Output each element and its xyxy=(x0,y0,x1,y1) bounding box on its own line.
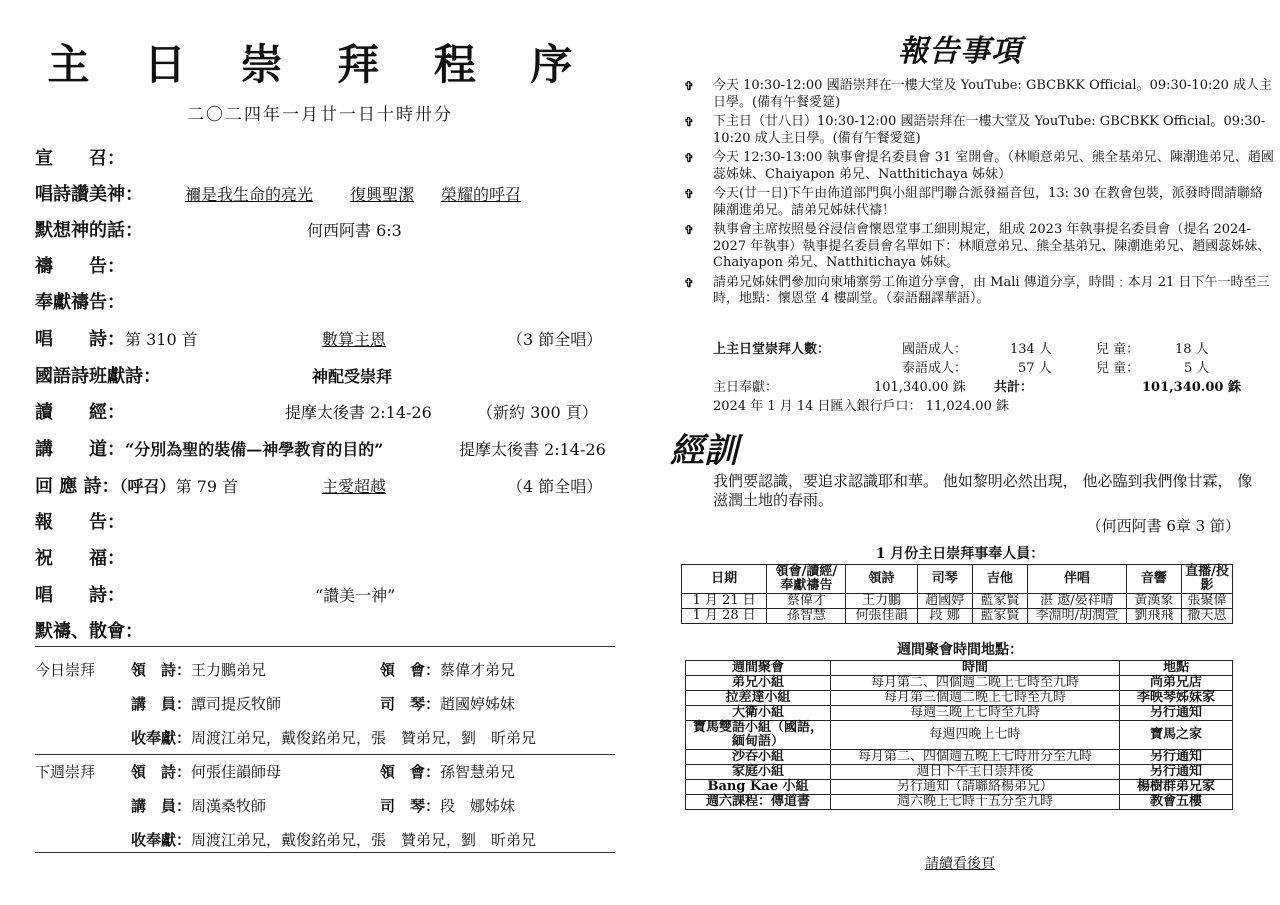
verse-title: 經訓 xyxy=(670,431,738,471)
today-host: 領 會：蔡偉才弟兄 xyxy=(380,661,516,679)
item-response xyxy=(35,473,615,501)
table-cell: 家庭小組 xyxy=(686,765,831,780)
thai-child-label: 兒 童： xyxy=(1096,361,1140,376)
item-label: 唱 詩： xyxy=(35,329,125,350)
column-header: 週間聚會 xyxy=(686,661,831,676)
item-sermon xyxy=(35,436,615,464)
item-call xyxy=(35,145,615,173)
table-cell: Bang Kae 小組 xyxy=(686,780,831,795)
reading-ref: 提摩太後書 2:14-26 xyxy=(285,403,432,422)
offering-label: 主日奉獻： xyxy=(713,380,779,395)
thai-adult-label: 泰語成人： xyxy=(902,361,968,376)
item-label: 禱 告： xyxy=(35,256,125,277)
cross-icon: ✞ xyxy=(684,187,695,201)
hymn-note: （3 節全唱） xyxy=(507,330,603,349)
item-label: 回 應 詩： xyxy=(35,476,120,497)
item-label: 祝 福： xyxy=(35,548,125,569)
service-title: 主 日 崇 拜 程 序 xyxy=(47,40,593,89)
service-date: 二〇二四年一月廿一日十時卅分 xyxy=(187,105,453,125)
table-cell: 拉差達小組 xyxy=(686,691,831,706)
announcement-item: ✞ 執事會主席按照曼谷浸信會懷恩堂事工細則規定，組成 2023 年執事提名委員會（提名 2024-2027 年執事）執事提名委員會名單如下：林順意弟兄、熊全基弟兄、陳潮進弟兄、趙國蕊姊妹、Chaiyapon 弟兄、Natthitichaya 姊妹。 xyxy=(684,222,1271,270)
roster-title: 1 月份主日崇拜事奉人員： xyxy=(875,546,1045,562)
table-cell: 另行通知（請聯絡楊弟兄） xyxy=(831,780,1120,795)
table-cell: 藍家賢 xyxy=(972,609,1027,624)
mandarin-adult-count: 134 人 xyxy=(1010,342,1052,357)
divider xyxy=(35,646,615,647)
cross-icon: ✞ xyxy=(684,223,695,237)
item-label: 默想神的話： xyxy=(35,220,143,241)
column-header: 伴唱 xyxy=(1027,565,1126,594)
table-cell: 每週三晚上七時至九時 xyxy=(831,706,1120,721)
announcement-item: ✞ 下主日（廿八日）10:30-12:00 國語崇拜在一樓大堂及 YouTube: GBCBKK Official。09:30-10:20 成人主日學。(備有午餐愛筵) xyxy=(684,114,1266,146)
table-row xyxy=(682,609,1233,624)
item-label: 國語詩班獻詩： xyxy=(35,366,161,387)
table-cell: 教會五樓 xyxy=(1120,795,1233,810)
hymn-title: 數算主恩 xyxy=(322,330,387,349)
column-header: 吉他 xyxy=(972,565,1027,594)
praise-song: 復興聖潔 xyxy=(350,185,415,204)
item-reading xyxy=(35,399,615,427)
item-hymn1 xyxy=(35,326,615,354)
item-meditate xyxy=(35,217,615,245)
sermon-ref: 提摩太後書 2:14-26 xyxy=(459,440,606,459)
table-cell: 週六課程：傳道書 xyxy=(686,795,831,810)
table-cell: 蔡偉才 xyxy=(767,594,846,609)
table-cell: 每月第三個週二晚上七時至九時 xyxy=(831,691,1120,706)
table-cell: 尚弟兄店 xyxy=(1120,676,1233,691)
table-cell: 每月第二、四個週二晚上七時至九時 xyxy=(831,676,1120,691)
today-speaker: 講 員：譚司提反牧師 xyxy=(131,695,282,713)
table-cell: 週六晚上七時十五分至九時 xyxy=(831,795,1120,810)
cross-icon: ✞ xyxy=(684,275,695,290)
item-label: 唱 詩： xyxy=(35,585,125,606)
item-prayer xyxy=(35,253,615,281)
table-row xyxy=(686,780,1233,795)
table-cell: 劉飛飛 xyxy=(1126,609,1181,624)
next-speaker: 講 員：周漢桑牧師 xyxy=(131,797,267,815)
column-header: 音響 xyxy=(1126,565,1181,594)
table-cell: 李映琴姊妹家 xyxy=(1120,691,1233,706)
table-row xyxy=(686,765,1233,780)
table-cell: 寶馬之家 xyxy=(1120,721,1233,750)
thai-adult-count: 57 人 xyxy=(1018,361,1052,376)
next-offering: 收奉獻：周渡江弟兄，戴俊銘弟兄，張 贊弟兄，劉 昕弟兄 xyxy=(131,831,537,849)
item-report xyxy=(35,509,615,537)
item-blessing xyxy=(35,545,615,573)
today-heading: 今日崇拜 xyxy=(35,661,96,679)
table-header-row xyxy=(682,565,1233,594)
table-cell: 沙吞小組 xyxy=(686,750,831,765)
divider xyxy=(35,852,615,853)
table-cell: 藍家賢 xyxy=(972,594,1027,609)
next-lead: 領 詩：何張佳韻師母 xyxy=(131,763,282,781)
announcement-item: ✞ 今天(廿一日)下午由佈道部門與小組部門聯合派發福音包，13: 30 在教會包裝，派發時間請聯絡陳潮進弟兄。請弟兄姊妹代禱！ xyxy=(684,186,1263,218)
meetings-title: 週間聚會時間地點： xyxy=(897,642,1023,658)
announcement-item: ✞ 今天 12:30-13:00 執事會提名委員會 31 室開會。（林順意弟兄、熊全基弟兄、陳潮進弟兄、趙國蕊姊妹、Chaiyapon 弟兄、Natthitichaya 姊妹） xyxy=(684,150,1274,182)
column-header: 直播/投影 xyxy=(1182,565,1233,594)
item-label: 奉獻禱告： xyxy=(35,292,125,313)
total-amount: 101,340.00 銖 xyxy=(1142,380,1241,395)
column-header: 時間 xyxy=(831,661,1120,676)
hymn2-title: “讚美一神” xyxy=(315,586,396,605)
cross-icon: ✞ xyxy=(684,115,695,129)
column-header: 領詩 xyxy=(846,565,917,594)
announcements-page xyxy=(640,0,1280,905)
item-label: 唱詩讚美神： xyxy=(35,184,143,205)
choir-title: 神配受崇拜 xyxy=(312,367,393,386)
table-cell: 每月第二、四個週五晚上七時卅分至九時 xyxy=(831,750,1120,765)
table-cell: 週日下午主日崇拜後 xyxy=(831,765,1120,780)
response-number: 第 79 首 xyxy=(175,477,239,496)
next-heading: 下週崇拜 xyxy=(35,763,96,781)
column-header: 領會/讀經/奉獻禱告 xyxy=(767,565,846,594)
meditate-ref: 何西阿書 6:3 xyxy=(307,221,402,240)
hymn-number: 第 310 首 xyxy=(125,330,198,349)
verse-text: 我們要認識，要追求認識耶和華。 他如黎明必然出現， 他必臨到我們像甘霖， 像滋潤土地的春雨。 xyxy=(713,472,1253,509)
item-hymn2 xyxy=(35,582,615,610)
offering-amount: 101,340.00 銖 xyxy=(874,380,966,395)
today-offering: 收奉獻：周渡江弟兄，戴俊銘弟兄，張 贊弟兄，劉 昕弟兄 xyxy=(131,729,537,747)
response-note: （4 節全唱） xyxy=(507,477,603,496)
item-choir xyxy=(35,363,615,391)
item-offering-prayer xyxy=(35,289,615,317)
meetings-table xyxy=(685,660,1233,810)
mandarin-child-label: 兒 童： xyxy=(1096,342,1140,357)
column-header: 司琴 xyxy=(917,565,972,594)
table-cell: 孫智慧 xyxy=(767,609,846,624)
next-piano: 司 琴：段 娜姊妹 xyxy=(380,797,516,815)
verse-reference: （何西阿書 6章 3 節） xyxy=(1086,517,1240,535)
sermon-title: “分別為聖的裝備—神學教育的目的” xyxy=(125,440,384,459)
table-cell: 另行通知 xyxy=(1120,706,1233,721)
table-cell: 段 娜 xyxy=(917,609,972,624)
announcements-title: 報告事項 xyxy=(898,34,1022,69)
table-row xyxy=(682,594,1233,609)
table-cell: 撒天恩 xyxy=(1182,609,1233,624)
table-cell: 趙國婷 xyxy=(917,594,972,609)
table-cell: 每週四晚上七時 xyxy=(831,721,1120,750)
item-label: 默禱、散會： xyxy=(35,621,143,642)
today-piano: 司 琴：趙國婷姊妹 xyxy=(380,695,516,713)
bank-deposit: 2024 年 1 月 14 日匯入銀行戶口： 11,024.00 銖 xyxy=(713,399,1009,414)
mandarin-child-count: 18 人 xyxy=(1175,342,1209,357)
table-cell: 黃漢象 xyxy=(1126,594,1181,609)
cross-icon: ✞ xyxy=(684,151,695,165)
table-cell: 1 月 21 日 xyxy=(682,594,767,609)
column-header: 日期 xyxy=(682,565,767,594)
praise-song: 榮耀的呼召 xyxy=(441,185,522,204)
divider xyxy=(35,754,615,755)
table-row xyxy=(686,676,1233,691)
table-row xyxy=(686,795,1233,810)
table-row xyxy=(686,691,1233,706)
table-cell: 張聚偉 xyxy=(1182,594,1233,609)
response-title: 主愛超越 xyxy=(322,477,387,496)
announcement-list xyxy=(684,78,1274,311)
table-cell: 何張佳韻 xyxy=(846,609,917,624)
item-praise xyxy=(35,181,615,209)
roster-table xyxy=(681,564,1233,624)
today-lead: 領 詩：王力鵬弟兄 xyxy=(131,661,267,679)
table-cell: 李淵明/胡潤萱 xyxy=(1027,609,1126,624)
item-label: 報 告： xyxy=(35,512,125,533)
table-cell: 寶馬雙語小組（國語，緬甸語） xyxy=(686,721,831,750)
continue-next-page: 請續看後頁 xyxy=(925,856,995,872)
table-cell: 王力鵬 xyxy=(846,594,917,609)
mandarin-adult-label: 國語成人： xyxy=(902,342,968,357)
announcement-item: ✞ 請弟兄姊妹們參加向柬埔寨勞工佈道分享會，由 Mali 傳道分享，時間﹕本月 21 日下午一時至三時，地點：懷恩堂 4 樓副堂。（泰語翻譯華語）。 xyxy=(684,274,1270,306)
next-host: 領 會：孫智慧弟兄 xyxy=(380,763,516,781)
table-cell: 楊樹群弟兄家 xyxy=(1120,780,1233,795)
table-cell: 另行通知 xyxy=(1120,750,1233,765)
cross-icon: ✞ xyxy=(684,79,695,93)
table-cell: 大衛小組 xyxy=(686,706,831,721)
attendance-label: 上主日堂崇拜人數： xyxy=(713,342,831,357)
response-call: （呼召） xyxy=(119,477,176,496)
item-label: 講 道： xyxy=(35,439,125,460)
table-row xyxy=(686,706,1233,721)
item-label: 宣 召： xyxy=(35,148,125,169)
table-row xyxy=(686,750,1233,765)
item-label: 讀 經： xyxy=(35,402,125,423)
announcement-item: ✞ 今天 10:30-12:00 國語崇拜在一樓大堂及 YouTube: GBCBKK Official。09:30-10:20 成人主日學。(備有午餐愛筵) xyxy=(684,78,1273,110)
total-label: 共計： xyxy=(994,380,1034,395)
praise-song: 禰是我生命的亮光 xyxy=(185,185,314,204)
table-cell: 1 月 28 日 xyxy=(682,609,767,624)
item-closing xyxy=(35,618,615,646)
column-header: 地點 xyxy=(1120,661,1233,676)
table-cell: 湛 遨/晏祥晴 xyxy=(1027,594,1126,609)
table-header-row xyxy=(686,661,1233,676)
table-cell: 另行通知 xyxy=(1120,765,1233,780)
thai-child-count: 5 人 xyxy=(1184,361,1210,376)
table-row xyxy=(686,721,1233,750)
table-cell: 弟兄小組 xyxy=(686,676,831,691)
reading-page: （新約 300 頁） xyxy=(477,403,598,422)
